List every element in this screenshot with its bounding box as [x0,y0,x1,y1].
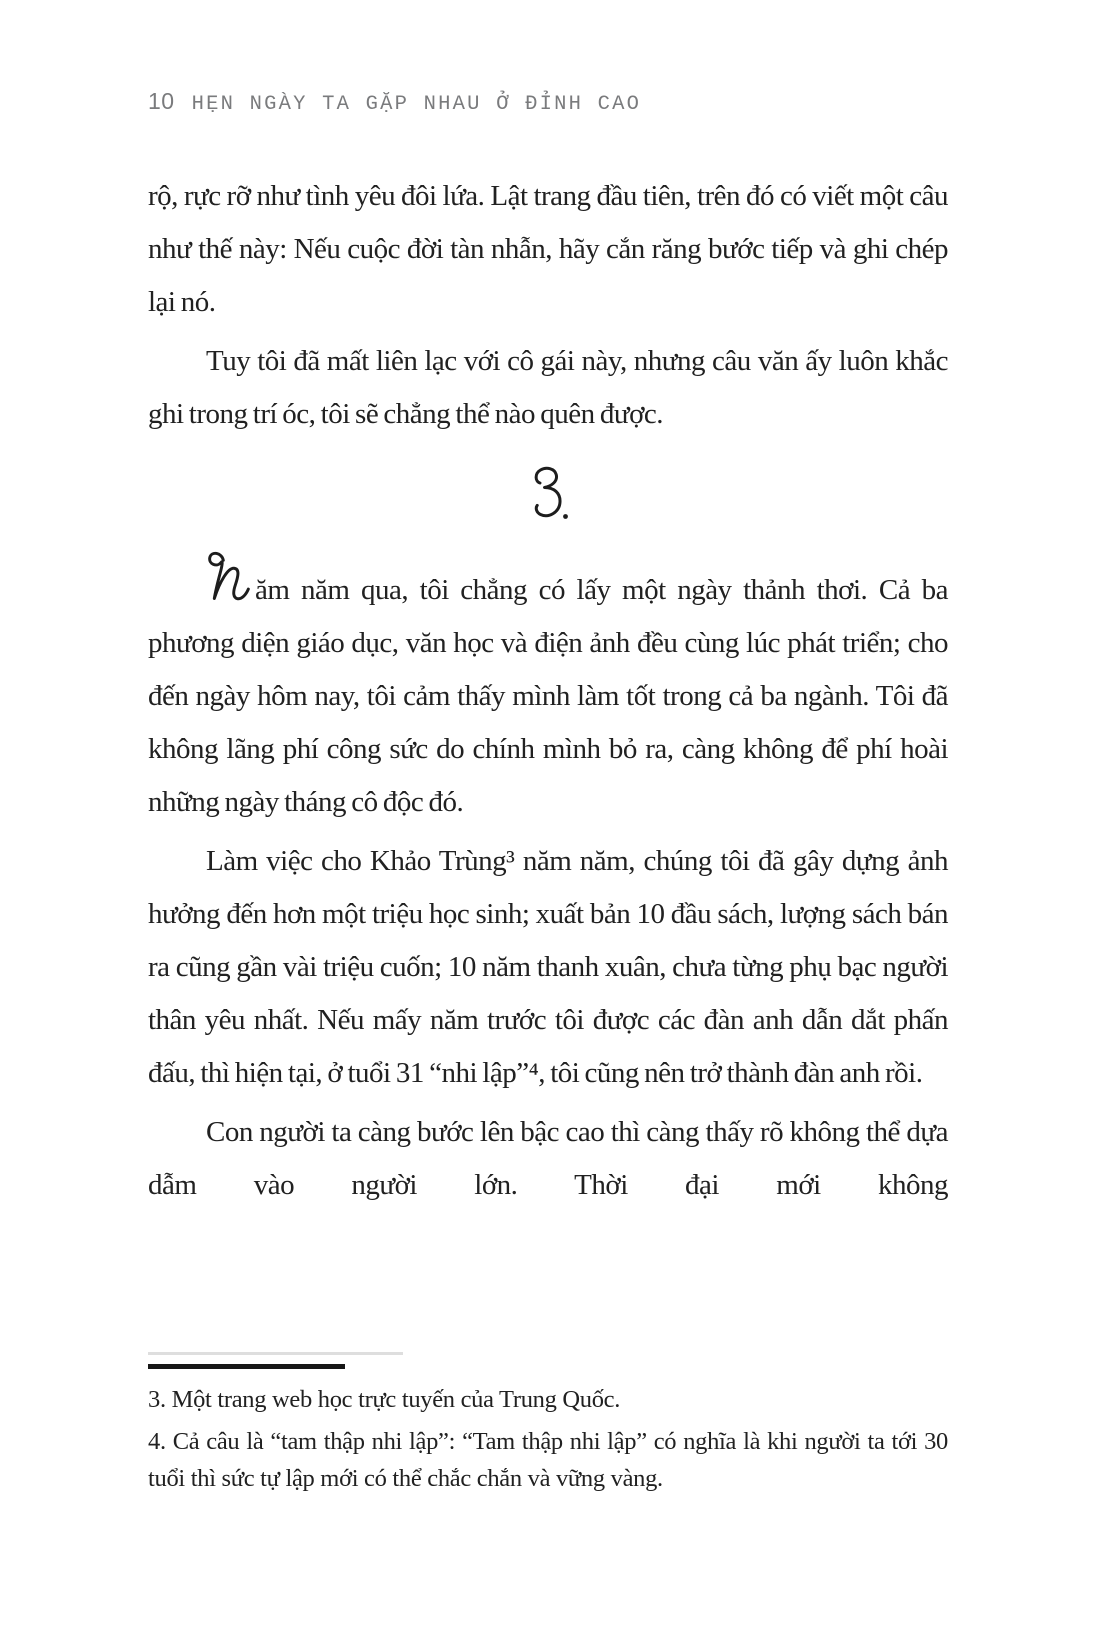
section-number [148,465,948,523]
running-title: HẸN NGÀY TA GẶP NHAU Ở ĐỈNH CAO [191,93,642,116]
paragraph: Tuy tôi đã mất liên lạc với cô gái này, nhưng câu văn ấy luôn khắc ghi trong trí óc, tôi sẽ chẳng thể nào quên được. [148,345,948,430]
paragraph [148,547,948,829]
footnote: 3. Một trang web học trực tuyến của Trung Quốc. [148,1386,621,1413]
page-number: 10 [148,88,175,114]
running-header [148,88,948,116]
paragraph: rộ, rực rỡ như tình yêu đôi lứa. Lật trang đầu tiên, trên đó có viết một câu như thế này: Nếu cuộc đời tàn nhẫn, hãy cắn răng bước tiếp và ghi chép lại nó. [148,180,948,318]
script-dropcap-n [204,547,250,605]
footnotes [148,1352,948,1497]
page-body [148,170,948,1212]
footnote-divider [148,1364,345,1369]
script-numeral-3-icon [527,465,569,523]
footnote-divider-ghost [148,1352,403,1355]
paragraph-text: ăm năm qua, tôi chẳng có lấy một ngày thảnh thơi. Cả ba phương diện giáo dục, văn học và điện ảnh đều cùng lúc phát triển; cho đến ngày hôm nay, tôi cảm thấy mình làm tốt trong cả ba ngành. Tôi đã không lãng phí công sức do chính mình bỏ ra, càng không để phí hoài những ngày tháng cô độc đó. [148,574,948,818]
footnote: 4. Cả câu là “tam thập nhi lập”: “Tam thập nhi lập” có nghĩa là khi người ta tới 30 tuổi thì sức tự lập mới có thể chắc chắn và vững vàng. [148,1428,948,1492]
paragraph: Làm việc cho Khảo Trùng³ năm năm, chúng tôi đã gây dựng ảnh hưởng đến hơn một triệu học sinh; xuất bản 10 đầu sách, lượng sách bán ra cũng gần vài triệu cuốn; 10 năm thanh xuân, chưa từng phụ bạc người thân yêu nhất. Nếu mấy năm trước tôi được các đàn anh dẫn dắt phấn đấu, thì hiện tại, ở tuổi 31 “nhi lập”⁴, tôi cũng nên trở thành đàn anh rồi. [148,845,948,1089]
script-dropcap-n-icon [204,547,250,605]
paragraph: Con người ta càng bước lên bậc cao thì càng thấy rõ không thể dựa dẫm vào người lớn. Thời đại mới không [148,1116,948,1201]
